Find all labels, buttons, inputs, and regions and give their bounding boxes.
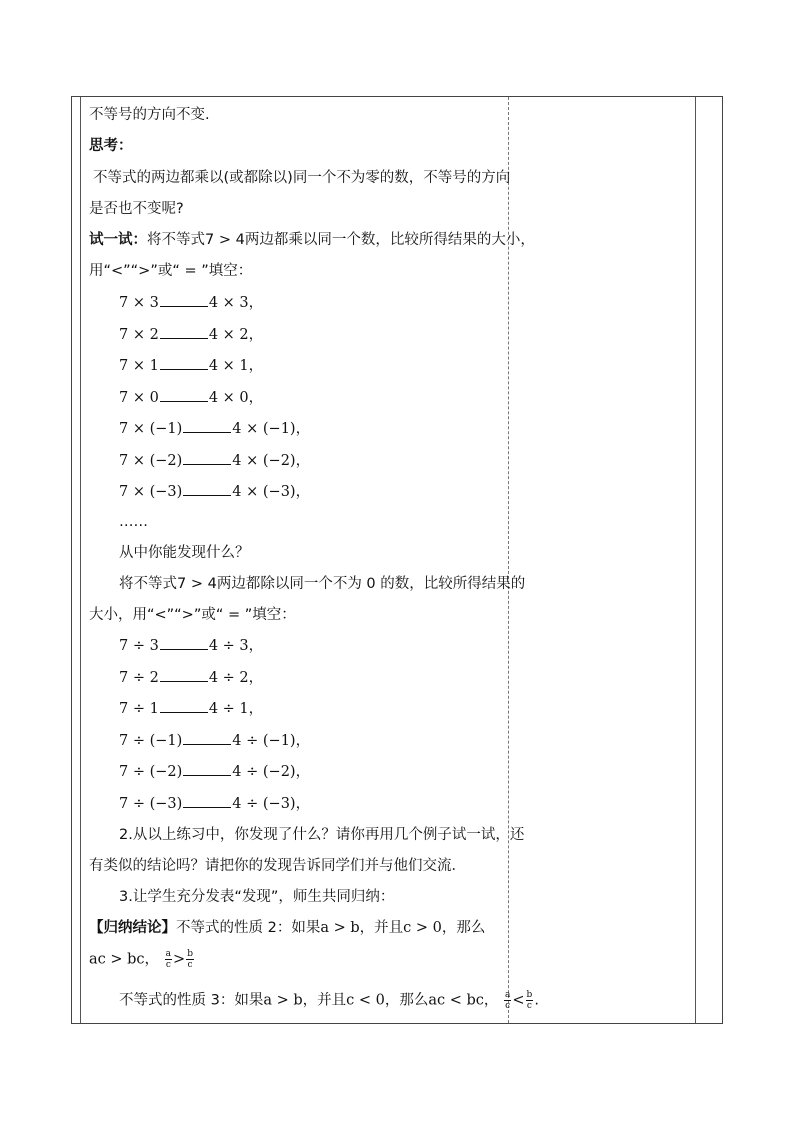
exercise-row: [119, 451, 310, 471]
exercise-right: 4 ÷ 3，: [208, 638, 264, 654]
exercise-right: 4 ÷ 2，: [208, 669, 264, 686]
answer-blank[interactable]: [160, 337, 208, 339]
try-text: 将不等式7 > 4两边都乘以同一个数，比较所得结果的大小，: [147, 232, 535, 248]
text-line: 有类似的结论吗？请把你的发现告诉同学们并与他们交流．: [89, 858, 466, 874]
exercise-row: [119, 482, 310, 502]
content-cell: [85, 97, 539, 1023]
exercise-row: [119, 388, 263, 408]
exercise-right: 4 × (−3)，: [232, 484, 311, 500]
math-span: ac > bc: [89, 951, 145, 968]
answer-blank[interactable]: [183, 463, 231, 465]
exercise-right: 4 × 3，: [208, 295, 264, 311]
answer-blank[interactable]: [183, 494, 231, 496]
text-line: 不等号的方向不变.: [89, 107, 210, 123]
exercise-left: 7 ÷ (−2): [119, 764, 183, 780]
exercise-right: 4 ÷ (−3)，: [232, 795, 311, 812]
text-span: ，并且: [302, 992, 347, 1009]
answer-blank[interactable]: [160, 368, 208, 370]
conclusion-heading: 【归纳结论】: [89, 920, 176, 936]
exercise-right: 4 × (−2)，: [232, 452, 311, 469]
fraction: $\frac{b}{c}$: [526, 990, 533, 1011]
exercise-left: 7 × 0: [119, 389, 159, 406]
property-2-line: [89, 918, 485, 938]
answer-blank[interactable]: [183, 431, 231, 433]
math-span: a > b: [320, 920, 360, 936]
ellipsis: ……: [119, 514, 148, 530]
exercise-row: [119, 794, 310, 814]
answer-blank[interactable]: [160, 680, 208, 682]
exercise-right: 4 × 0，: [208, 389, 264, 406]
text-line: 3.让学生充分发表“发现”，师生共同归纳：: [119, 889, 395, 905]
answer-blank[interactable]: [183, 774, 231, 776]
exercise-left: 7 ÷ 3: [119, 638, 159, 654]
exercise-right: 4 × 1，: [208, 358, 264, 374]
math-span: c > 0: [403, 920, 442, 936]
text-span: 不等式的性质 2：如果: [176, 920, 321, 936]
answer-blank[interactable]: [160, 711, 208, 713]
math-span: <: [512, 992, 525, 1009]
exercise-row: [119, 636, 263, 656]
exercise-left: 7 × 1: [119, 358, 159, 374]
text-line: 不等式的两边都乘以(或都除以)同一个不为零的数，不等号的方向: [93, 170, 511, 186]
math-span: a > b: [263, 992, 303, 1009]
property-2-result: [89, 949, 195, 970]
exercise-row: [119, 325, 263, 345]
exercise-left: 7 × 3: [119, 295, 159, 311]
text-line: 2.从以上练习中，你发现了什么？请你再用几个例子试一试，还: [119, 827, 525, 843]
text-line: 将不等式7 > 4两边都除以同一个不为 0 的数，比较所得结果的: [119, 576, 526, 592]
answer-blank[interactable]: [160, 305, 208, 307]
math-span: c < 0: [346, 992, 385, 1009]
exercise-right: 4 × (−1)，: [232, 421, 311, 437]
exercise-row: [119, 419, 310, 439]
text-span: .: [534, 992, 539, 1009]
text-span: ，: [483, 992, 499, 1009]
exercise-left: 7 ÷ (−3): [119, 795, 183, 812]
text-line: 从中你能发现什么？: [119, 545, 250, 561]
exercise-left: 7 × 2: [119, 326, 159, 343]
answer-blank[interactable]: [183, 806, 231, 808]
fraction: $\frac{b}{c}$: [187, 949, 193, 970]
exercise-right: 4 ÷ 1，: [208, 701, 264, 717]
text-span: 不等式的性质 3：如果: [119, 992, 264, 1009]
exercise-left: 7 ÷ 2: [119, 669, 159, 686]
answer-blank[interactable]: [160, 648, 208, 650]
fraction: $\frac{a}{c}$: [165, 949, 172, 970]
math-span: >: [173, 951, 186, 968]
try-line: [89, 230, 535, 250]
text-line: 是否也不变呢?: [89, 201, 184, 217]
exercise-row: [119, 356, 263, 376]
property-3-line: [119, 990, 539, 1011]
text-line: 用“<”“>”或“ = ”填空：: [89, 263, 253, 279]
exercise-right: 4 × 2，: [208, 326, 264, 343]
try-heading: 试一试：: [89, 232, 147, 248]
exercise-right: 4 ÷ (−2)，: [232, 764, 311, 780]
math-span: ac < bc: [428, 992, 484, 1009]
table-right-column-border: [695, 97, 696, 1023]
text-span: ，: [144, 951, 160, 968]
exercise-left: 7 × (−2): [119, 452, 183, 469]
text-span: ，那么: [441, 920, 486, 936]
exercise-left: 7 × (−1): [119, 421, 183, 437]
lesson-table: [71, 96, 723, 1024]
text-span: ，并且: [359, 920, 404, 936]
text-line: 大小，用“<”“>”或“ = ”填空：: [89, 607, 296, 623]
fraction: $\frac{a}{c}$: [505, 990, 511, 1011]
exercise-right: 4 ÷ (−1)，: [232, 732, 311, 749]
think-heading: 思考：: [89, 138, 133, 154]
exercise-row: [119, 762, 310, 782]
answer-blank[interactable]: [160, 400, 208, 402]
answer-blank[interactable]: [183, 743, 231, 745]
exercise-row: [119, 699, 263, 719]
exercise-left: 7 × (−3): [119, 484, 183, 500]
table-left-inner-border: [80, 97, 81, 1023]
exercise-left: 7 ÷ (−1): [119, 732, 183, 749]
exercise-row: [119, 293, 263, 313]
text-span: ，那么: [384, 992, 429, 1009]
exercise-row: [119, 731, 310, 751]
exercise-row: [119, 668, 263, 688]
exercise-left: 7 ÷ 1: [119, 701, 159, 717]
